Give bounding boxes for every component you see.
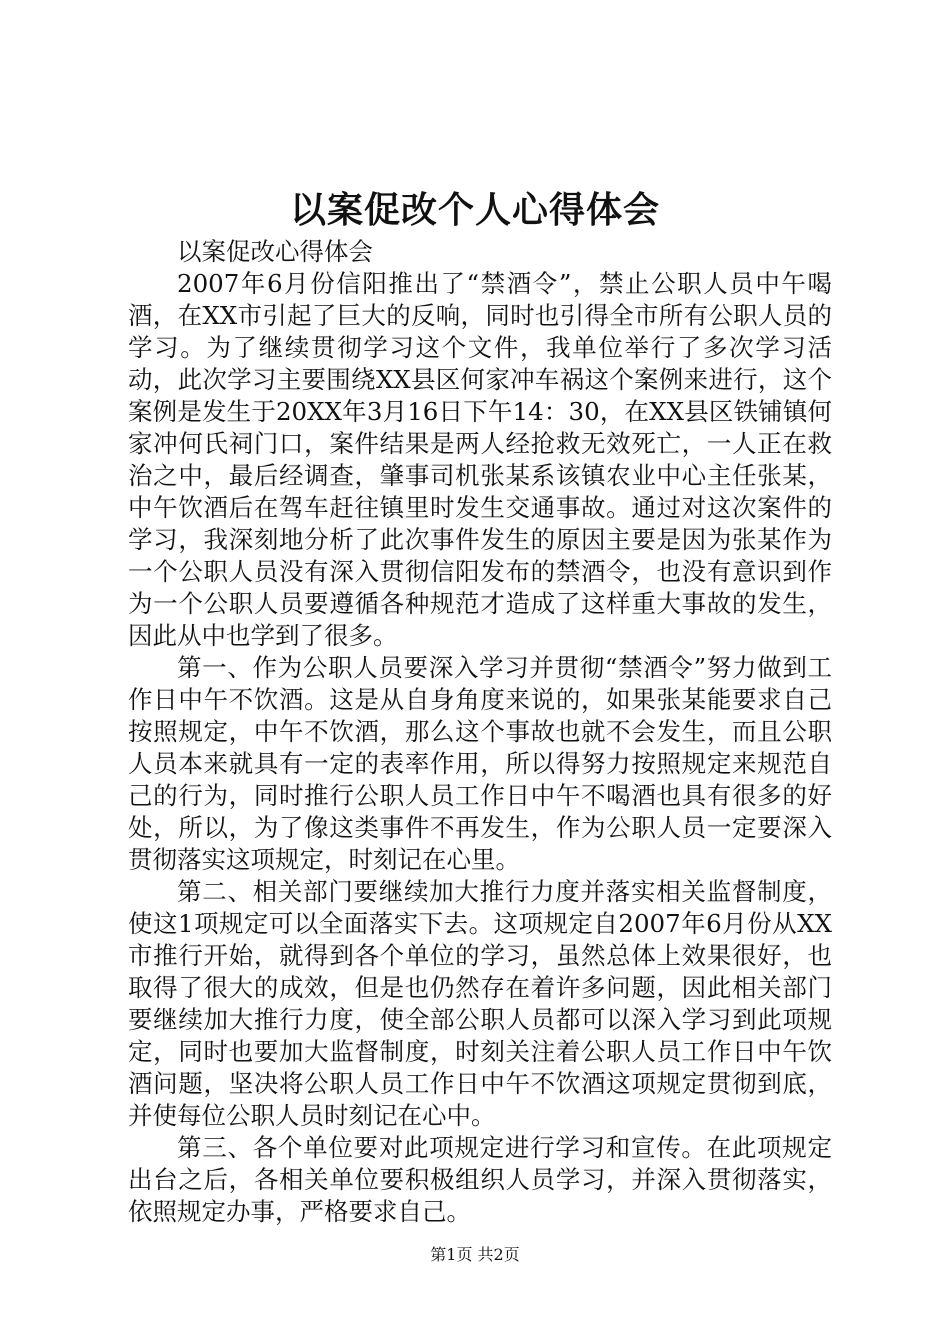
paragraph-point-three: 第三、各个单位要对此项规定进行学习和宣传。在此项规定出台之后，各相关单位要积极组织人员学习，并深入贯彻落实，依照规定办事，严格要求自己。 [128, 1133, 832, 1226]
page-number-footer: 第1页 共2页 [430, 1245, 520, 1264]
document-body [128, 236, 832, 1228]
paragraph-intro: 2007年6月份信阳推出了“禁酒令”，禁止公职人员中午喝酒，在XX市引起了巨大的反响，同时也引得全市所有公职人员的学习。为了继续贯彻学习这个文件，我单位举行了多次学习活动，此次学习主要围绕XX县区何家冲车祸这个案例来进行，这个案例是发生于20XX年3月16日下午14：30，在XX县区铁铺镇何家冲何氏祠门口，案件结果是两人经抢救无效死亡，一人正在救治之中，最后经调查，肇事司机张某系该镇农业中心主任张某，中午饮酒后在驾车赶往镇里时发生交通事故。通过对这次案件的学习，我深刻地分析了此次事件发生的原因主要是因为张某作为一个公职人员没有深入贯彻信阳发布的禁酒令，也没有意识到作为一个公职人员要遵循各种规范才造成了这样重大事故的发生，因此从中也学到了很多。 [128, 269, 832, 650]
document-title: 以案促改个人心得体会 [289, 189, 660, 231]
paragraph-point-one: 第一、作为公职人员要深入学习并贯彻“禁酒令”努力做到工作日中午不饮酒。这是从自身角度来说的，如果张某能要求自己按照规定，中午不饮酒，那么这个事故也就不会发生，而且公职人员本来就具有一定的表率作用，所以得努力按照规定来规范自己的行为，同时推行公职人员工作日中午不喝酒也具有很多的好处，所以，为了像这类事件不再发生，作为公职人员一定要深入贯彻落实这项规定，时刻记在心里。 [128, 653, 832, 874]
paragraph-point-two: 第二、相关部门要继续加大推行力度并落实相关监督制度，使这1项规定可以全面落实下去。这项规定自2007年6月份从XX市推行开始，就得到各个单位的学习，虽然总体上效果很好，也取得了很大的成效，但是也仍然存在着许多问题，因此相关部门要继续加大推行力度，使全部公职人员都可以深入学习到此项规定，同时也要加大监督制度，时刻关注着公职人员工作日中午饮酒问题，坚决将公职人员工作日中午不饮酒这项规定贯彻到底，并使每位公职人员时刻记在心中。 [128, 877, 832, 1130]
subtitle-paragraph: 以案促改心得体会 [177, 237, 373, 266]
